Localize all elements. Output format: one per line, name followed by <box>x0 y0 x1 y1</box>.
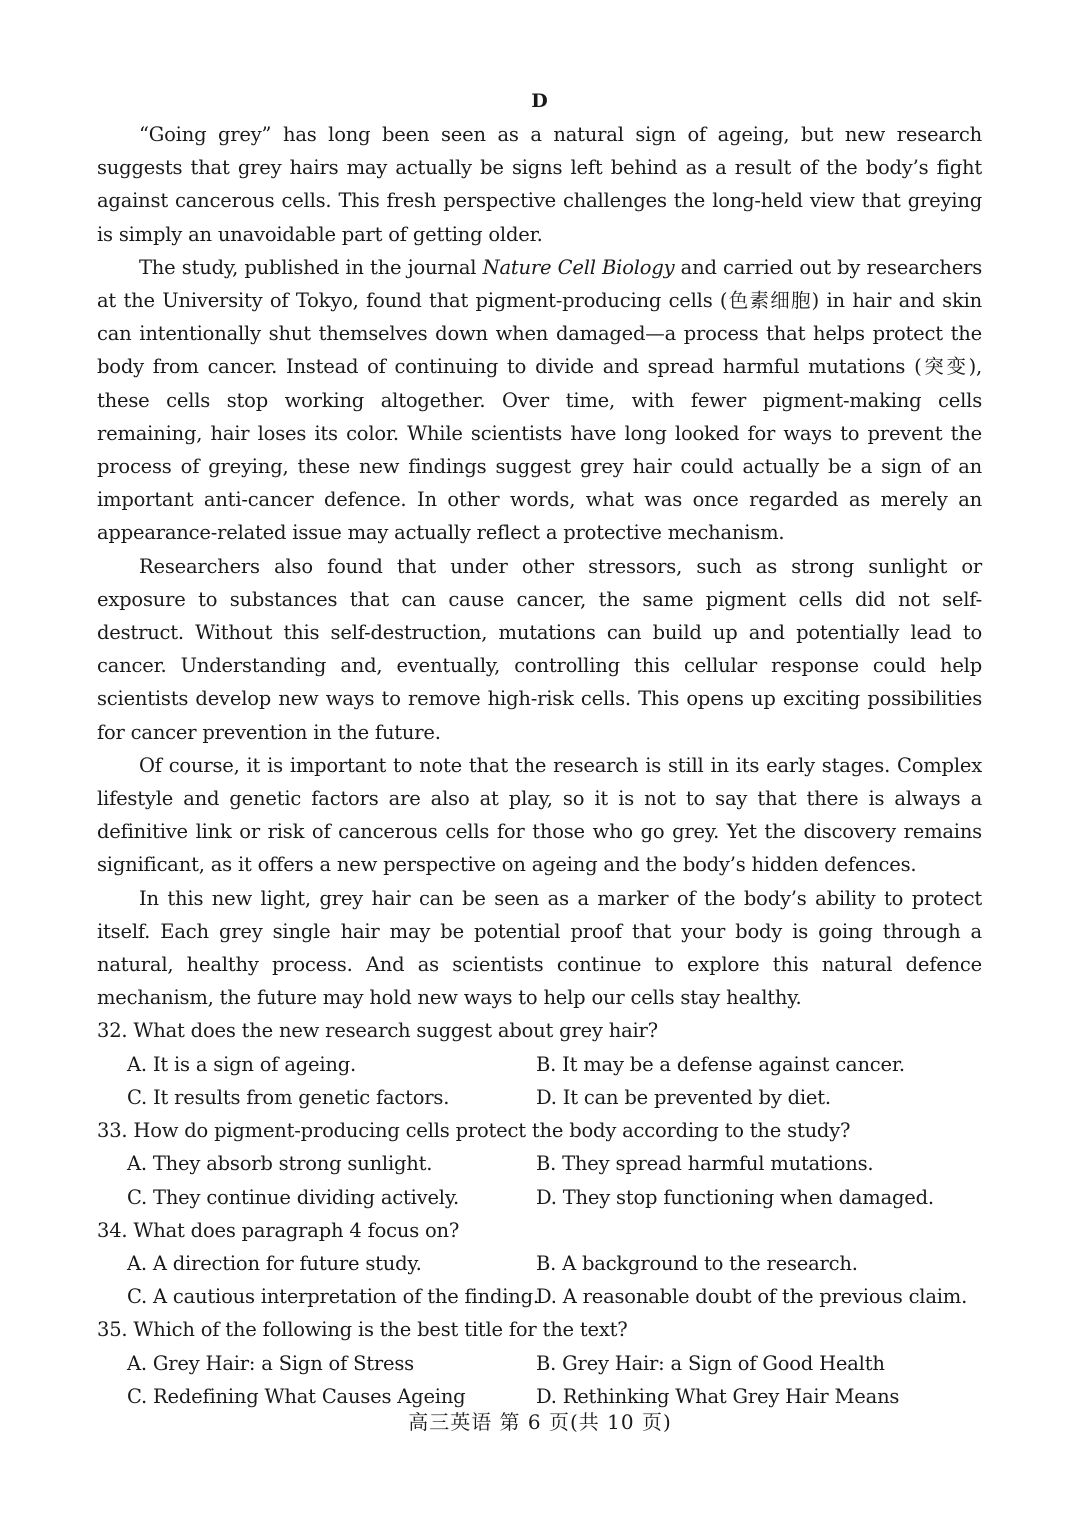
exam-page <box>97 84 982 1413</box>
option-a: A. A direction for future study. <box>127 1251 422 1275</box>
option-d: D. It can be prevented by diet. <box>536 1085 831 1109</box>
option-a: A. They absorb strong sunlight. <box>127 1152 433 1176</box>
option-b: B. It may be a defense against cancer. <box>536 1052 905 1076</box>
option-c: C. A cautious interpretation of the finding. <box>127 1285 539 1309</box>
reading-passage <box>97 118 982 1014</box>
question-33 <box>97 1114 982 1214</box>
option-b: B. They spread harmful mutations. <box>536 1152 874 1176</box>
journal-name: Nature Cell Biology <box>482 255 675 279</box>
option-b: B. A background to the research. <box>536 1251 858 1275</box>
option-d: D. A reasonable doubt of the previous claim. <box>536 1285 968 1309</box>
question-stem: 32. What does the new research suggest about grey hair? <box>97 1019 658 1043</box>
page-footer: 高三英语 第 6 页(共 10 页) <box>408 1410 672 1434</box>
question-stem: 35. Which of the following is the best title for the text? <box>97 1318 628 1342</box>
answer-options <box>97 1247 982 1313</box>
option-c: C. They continue dividing actively. <box>127 1185 460 1209</box>
paragraph-5: In this new light, grey hair can be seen as a marker of the body’s ability to protect itself. Each grey single hair may be potential proof that your body is going through a natural, healthy process. And as scientists continue to explore this natural defence mechanism, the future may hold new ways to help our cells stay healthy. <box>97 886 982 1010</box>
paragraph-1: “Going grey” has long been seen as a natural sign of ageing, but new research suggests that grey hairs may actually be signs left behind as a result of the body’s fight against cancerous cells. This fresh perspective challenges the long-held view that greying is simply an unavoidable part of getting older. <box>97 123 982 246</box>
question-35 <box>97 1313 982 1413</box>
answer-options <box>97 1048 982 1114</box>
option-c: C. It results from genetic factors. <box>127 1085 450 1109</box>
paragraph-4: Of course, it is important to note that the research is still in its early stages. Complex lifestyle and genetic factors are also at play, so it is not to say that there is always a definitive link or risk of cancerous cells for those who go grey. Yet the discovery remains significant, as it offers a new perspective on ageing and the body’s hidden defences. <box>97 753 982 877</box>
answer-options <box>97 1147 982 1213</box>
paragraph-2 <box>97 251 982 550</box>
question-stem: 34. What does paragraph 4 focus on? <box>97 1218 460 1242</box>
option-c: C. Redefining What Causes Ageing <box>127 1384 466 1408</box>
option-b: B. Grey Hair: a Sign of Good Health <box>536 1351 885 1375</box>
option-a: A. Grey Hair: a Sign of Stress <box>127 1351 414 1375</box>
question-32 <box>97 1014 982 1114</box>
section-heading: D <box>531 90 548 112</box>
paragraph-2-start: The study, published in the journal <box>139 255 483 279</box>
option-d: D. Rethinking What Grey Hair Means <box>536 1384 900 1408</box>
option-a: A. It is a sign of ageing. <box>127 1052 357 1076</box>
paragraph-3: Researchers also found that under other stressors, such as strong sunlight or exposure to substances that can cause cancer, the same pigment cells did not self-destruct. Without this self-destruction, mutations can build up and potentially lead to cancer. Understanding and, eventually, controlling this cellular response could help scientists develop new ways to remove high-risk cells. This opens up exciting possibilities for cancer prevention in the future. <box>97 554 982 744</box>
question-stem: 33. How do pigment-producing cells protect the body according to the study? <box>97 1119 851 1143</box>
option-d: D. They stop functioning when damaged. <box>536 1185 934 1209</box>
paragraph-2-rest: and carried out by researchers at the University of Tokyo, found that pigment-producing cells (色素细胞) in hair and skin can intentionally shut themselves down when damaged—a process that helps protect the body from cancer. Instead of continuing to divide and spread harmful mutations (突变), these cells stop working altogether. Over time, with fewer pigment-making cells remaining, hair loses its color. While scientists have long looked for ways to prevent the process of greying, these new findings suggest grey hair could actually be a sign of an important anti-cancer defence. In other words, what was once regarded as merely an appearance-related issue may actually reflect a protective mechanism. <box>97 255 983 545</box>
answer-options <box>97 1347 982 1413</box>
question-34 <box>97 1214 982 1314</box>
